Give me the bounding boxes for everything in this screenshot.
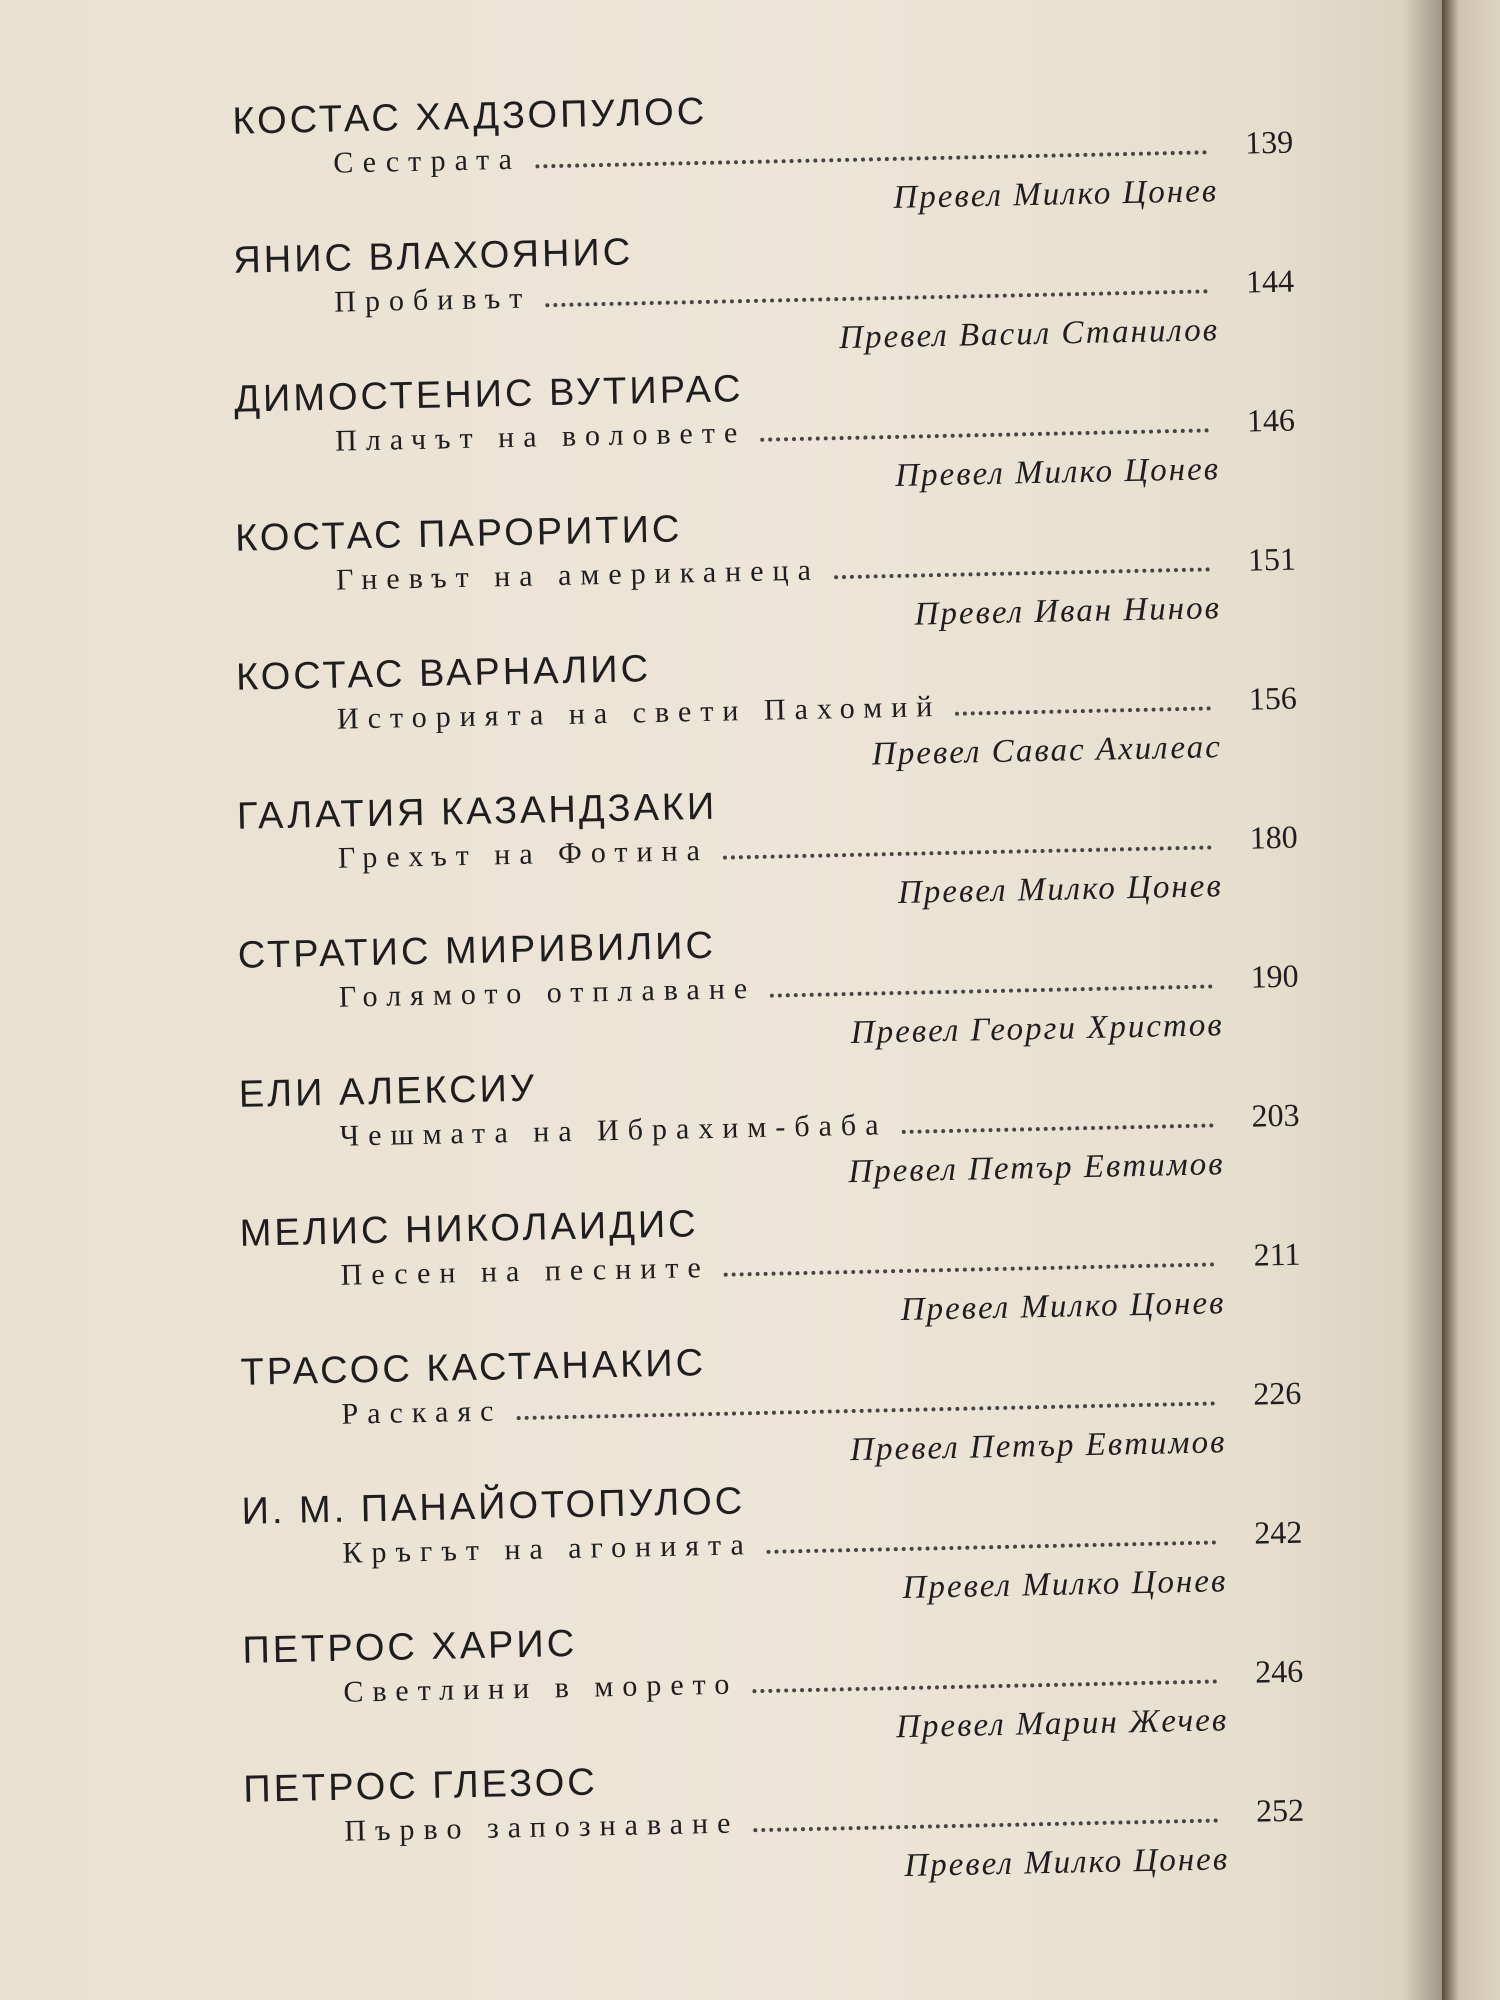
- story-title: Плачът на воловете: [334, 416, 747, 458]
- dot-leader: [752, 1678, 1217, 1693]
- translator-credit: Превел Милко Цонев: [894, 451, 1221, 494]
- author-name: ПЕТРОС ГЛЕЗОС: [242, 1761, 599, 1811]
- page-number: 144: [1245, 262, 1295, 300]
- toc-entry: [242, 1607, 1305, 1761]
- translator-credit: Превел Иван Нинов: [914, 590, 1222, 633]
- toc-entry: [243, 1746, 1306, 1900]
- author-name: МЕЛИС НИКОЛАИДИС: [239, 1203, 700, 1255]
- translator-credit: Превел Савас Ахилеас: [871, 729, 1223, 773]
- dot-leader: [535, 149, 1207, 168]
- story-title: Грехът на Фотина: [337, 833, 710, 875]
- page-number: 242: [1253, 1513, 1303, 1551]
- toc-entry: [237, 773, 1300, 927]
- story-title: Чешмата на Ибрахим-баба: [339, 1108, 888, 1153]
- translator-credit: Превел Милко Цонев: [897, 868, 1224, 911]
- author-name: КОСТАС ПАРОРИТИС: [234, 508, 683, 560]
- toc-entry: [236, 634, 1299, 788]
- page-number: 190: [1250, 957, 1299, 995]
- toc-entry: [238, 1051, 1301, 1205]
- page-number: 151: [1247, 540, 1297, 578]
- story-title: Първо запознаване: [343, 1806, 740, 1848]
- dot-leader: [545, 288, 1208, 307]
- translator-credit: Превел Георги Христов: [850, 1007, 1224, 1051]
- toc-entry: [239, 1190, 1302, 1344]
- toc-entry: [235, 495, 1298, 649]
- translator-credit: Превел Милко Цонев: [904, 1841, 1230, 1885]
- author-name: И. М. ПАНАЙОТОПУЛОС: [241, 1480, 746, 1533]
- translator-credit: Превел Милко Цонев: [893, 173, 1219, 216]
- dot-leader: [767, 1539, 1217, 1553]
- translator-credit: Превел Милко Цонев: [902, 1563, 1228, 1607]
- page-number: 156: [1248, 679, 1298, 717]
- toc-entry: [240, 1329, 1303, 1483]
- page-gutter-shadow: [1402, 0, 1442, 2000]
- dot-leader: [902, 1122, 1214, 1134]
- author-name: СТРАТИС МИРИВИЛИС: [237, 924, 717, 977]
- dot-leader: [723, 844, 1212, 859]
- toc-entry: [234, 356, 1297, 510]
- story-title: Светлини в морето: [343, 1667, 739, 1709]
- page-number: 211: [1253, 1235, 1301, 1273]
- dot-leader: [516, 1400, 1215, 1420]
- translator-credit: Превел Марин Жечев: [895, 1702, 1229, 1746]
- story-title: Песен на песните: [340, 1251, 711, 1292]
- story-title: Сестрата: [333, 142, 522, 180]
- story-title: Историята на свети Пахомий: [336, 690, 942, 736]
- story-title: Раскаяс: [341, 1394, 503, 1431]
- dot-leader: [753, 1817, 1218, 1832]
- toc-entry: [233, 217, 1296, 371]
- author-name: ДИМОСТЕНИС ВУТИРАС: [233, 368, 744, 421]
- dot-leader: [724, 1261, 1215, 1276]
- page-number: 252: [1255, 1791, 1305, 1829]
- toc-entry: [232, 78, 1295, 232]
- page-number: 246: [1254, 1652, 1304, 1690]
- dot-leader: [760, 427, 1209, 441]
- page-number: 226: [1252, 1374, 1302, 1412]
- author-name: КОСТАС ВАРНАЛИС: [235, 648, 652, 699]
- page-number: 146: [1246, 401, 1296, 439]
- page-number: 139: [1244, 123, 1294, 161]
- dot-leader: [834, 566, 1210, 579]
- translator-credit: Превел Васил Станилов: [838, 312, 1220, 357]
- translator-credit: Превел Петър Евтимов: [847, 1146, 1225, 1191]
- translator-credit: Превел Милко Цонев: [900, 1285, 1226, 1329]
- author-name: ЕЛИ АЛЕКСИУ: [238, 1067, 538, 1116]
- translator-credit: Превел Петър Евтимов: [849, 1424, 1227, 1469]
- author-name: ПЕТРОС ХАРИС: [242, 1622, 578, 1672]
- story-title: Пробивът: [333, 281, 532, 319]
- author-name: ЯНИС ВЛАХОЯНИС: [232, 231, 634, 282]
- page-number: 203: [1251, 1096, 1300, 1134]
- adjacent-page-edge: [1442, 0, 1500, 2000]
- author-name: ТРАСОС КАСТАНАКИС: [240, 1342, 707, 1394]
- dot-leader: [770, 983, 1213, 997]
- story-title: Голямото отплаване: [338, 971, 757, 1014]
- toc-entry: [241, 1468, 1304, 1622]
- page-number: 180: [1249, 818, 1299, 856]
- dot-leader: [955, 705, 1211, 715]
- author-name: КОСТАС ХАДЗОПУЛОС: [232, 90, 708, 143]
- author-name: ГАЛАТИЯ КАЗАНДЗАКИ: [236, 785, 718, 838]
- story-title: Гневът на американеца: [335, 553, 821, 597]
- story-title: Кръгът на агонията: [342, 1528, 754, 1570]
- toc-entry: [237, 912, 1300, 1066]
